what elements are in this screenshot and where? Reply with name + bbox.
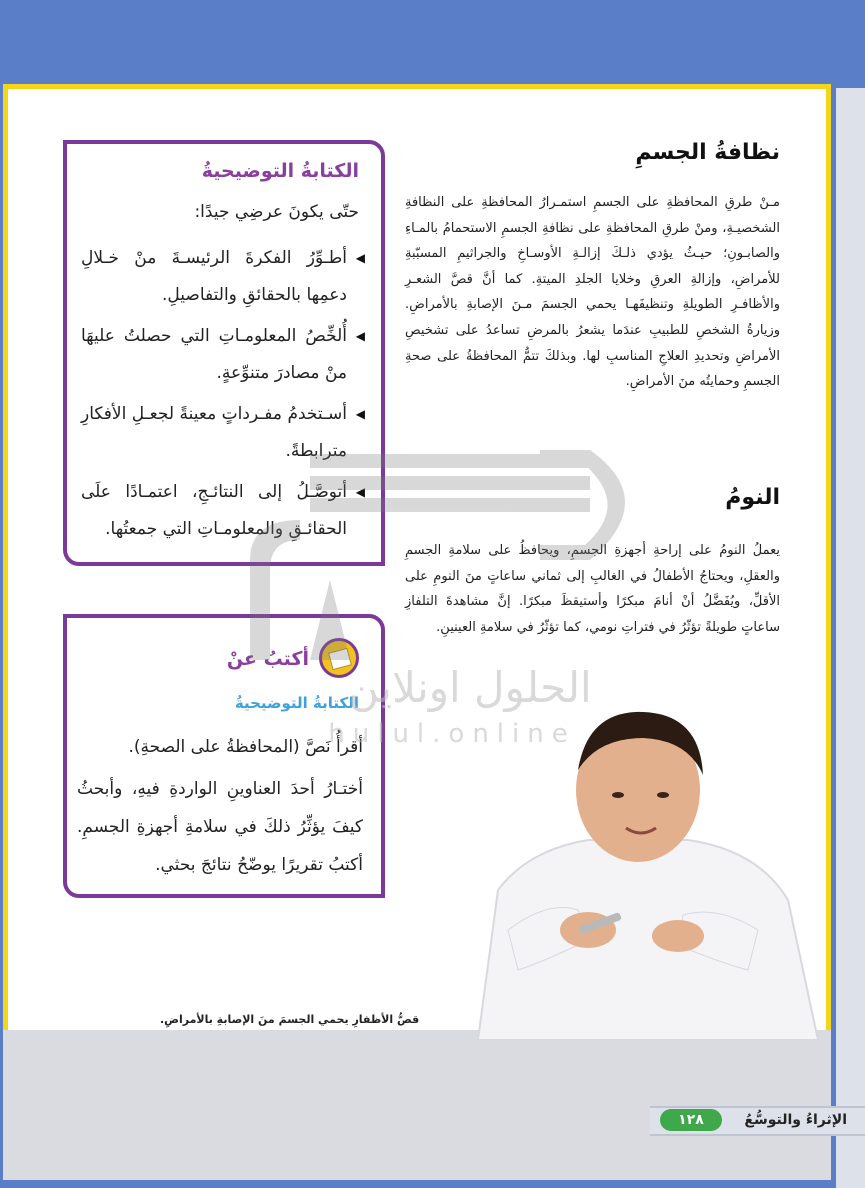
bullet-arrow-icon: ◀ [355,329,365,343]
bullet-arrow-icon: ◀ [355,251,365,265]
explanatory-writing-box [63,140,385,566]
bullet-arrow-icon: ◀ [355,407,365,421]
list-item: ◀ أطـوِّرُ الفكرةَ الرئيسـةَ منْ خـلالِ دعمِها بالحقائقِ والتفاصيلِ. [81,240,365,314]
section-paragraph-body-hygiene: مـنْ طرقِ المحافظةِ على الجسمِ استمـرارُ المحافظةِ على النظافةِ الشخصيـةِ، ومنْ طرقِ المحافظةِ على نظافةِ الجسمِ الاستحمامُ بالمـاءِ والصابـونِ؛ حيـثُ يؤدي ذلـكَ إزالـةِ الأوسـاخِ والجراثيمِ المسبّبةِ للأمراضِ، وإزالةِ العرقِ وخلايا الجلدِ الميتةِ. كما أنَّ قصَّ الشعـرِ والأظافـرِ الطويلةِ وتنظيفَهـا يحمي الجسمَ مـنَ الإصابةِ بالأمراضِ. وزيارةُ الشخصِ للطبيبِ عندَما يشعرُ بالمرضِ تساعدُ على تشخيصِ الأمراضِ وتحديدِ العلاجِ المناسبِ لها. وبذلكَ تتمُّ المحافظةُ على صحةِ الجسمِ وحمايتُه منَ الأمراضِ. [405,195,780,390]
boy-cutting-nails-photo [438,700,834,1040]
write-about-box [63,614,385,898]
instruction-line: أختـارُ أحدَ العناوينِ الواردةِ فيهِ، وأبحثُ كيفَ يؤثِّرُ ذلكَ في سلامةِ أجهزةِ الجسمِ. أكتبُ تقريرًا يوضّحُ نتائجَ بحثي. [77,779,363,875]
section-paragraph-sleep: يعملُ النومُ على إراحةِ أجهزةِ الجسمِ، ويحافظُ على سلامةِ الجسمِ والعقلِ، ويحتاجُ الأطفالُ في الغالبِ إلى ثماني ساعاتٍ منَ النومِ على الأقلِّ، ويُفَضَّلُ أنْ أنامَ مبكرًا وأستيقظَ مبكرًا. إنَّ مشاهدةَ التلفازِ ساعاتٍ طويلةً تؤثّرُ في فتراتِ نومي، كما تؤثّرُ في سلامةِ العينينِ. [405,543,780,635]
pencil-paper-icon [319,638,359,678]
instruction-line: أقرأُ نَصَّ (المحافظةُ على الصحةِ). [128,737,363,757]
page-number: ١٢٨ [660,1109,722,1131]
footer-tab [650,1106,865,1136]
section-label: الإثراءُ والتوسُّعُ [744,1112,847,1128]
watermark-latin-text: hulul.online [328,719,576,749]
section-heading-sleep: النومُ [725,485,780,510]
box-title: أكتبُ عنْ [226,648,309,670]
article-column [405,140,780,700]
photo-caption: قصُّ الأظفارِ يحمي الجسمَ منَ الإصابةِ بالأمراضِ. [160,1013,420,1026]
bullet-arrow-icon: ◀ [355,485,365,499]
list-item: ◀ أسـتخدمُ مفـرداتٍ معينةً لجعـلِ الأفكارِ مترابطةً. [81,396,365,470]
watermark-arabic-text: الحلول اونلاين [348,663,592,712]
table-surface [3,1030,831,1180]
list-item: ◀ أتوصَّـلُ إلى النتائـجِ، اعتمـادًا علَى الحقائـقِ والمعلومـاتِ التي جمعتُها. [81,474,365,548]
box-subtitle: الكتابةُ التوضيحيةُ [234,694,359,712]
box-title: الكتابةُ التوضيحيةُ [201,160,359,182]
section-heading-body-hygiene: نظافةُ الجسمِ [635,140,780,165]
page-edge-strip [836,88,865,1188]
box-intro: حتّى يكونَ عرضِي جيدًا: [194,202,359,222]
top-color-band [0,0,865,88]
list-item: ◀ أُلخِّصُ المعلومـاتِ التي حصلتُ عليهَا منْ مصادرَ متنوِّعةٍ. [81,318,365,392]
tips-list [81,240,365,552]
